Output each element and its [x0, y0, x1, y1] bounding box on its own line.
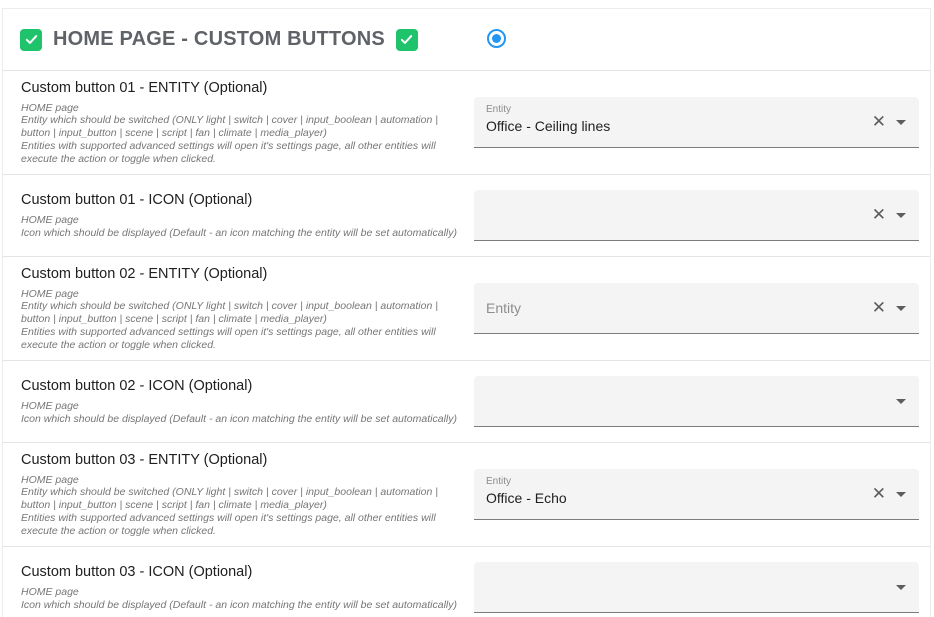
field-value: Office - Echo	[486, 490, 567, 506]
entity-dropdown-field[interactable]	[474, 190, 919, 241]
description-line: HOME page	[21, 399, 79, 412]
description-line: HOME page	[21, 213, 79, 226]
entity-dropdown-field[interactable]	[474, 283, 919, 334]
description-line: Entity which should be switched (ONLY light | switch | cover | input_boolean | automation | button | input_button | scene | script | fan | climate | media_player)	[21, 486, 438, 512]
option-description	[21, 586, 458, 612]
description-line: Icon which should be displayed (Default - an icon matching the entity will be set automatically)	[21, 412, 457, 425]
option-row	[3, 174, 930, 256]
option-description	[21, 288, 458, 352]
description-line: Entity which should be switched (ONLY light | switch | cover | input_boolean | automation | button | input_button | scene | script | fan | climate | media_player)	[21, 300, 438, 326]
clear-icon[interactable]: ✕	[871, 112, 886, 131]
entity-dropdown-field[interactable]	[474, 469, 919, 520]
chevron-down-icon[interactable]	[896, 492, 906, 497]
description-line: HOME page	[21, 473, 79, 486]
description-line: HOME page	[21, 585, 79, 598]
checkmark-icon	[24, 32, 39, 47]
field-placeholder: Entity	[486, 300, 522, 316]
option-row	[3, 442, 930, 546]
selected-radio-button[interactable]	[487, 29, 506, 48]
entity-dropdown-field[interactable]	[474, 562, 919, 613]
field-floating-label: Entity	[486, 104, 512, 115]
option-title: Custom button 02 - ENTITY (Optional)	[21, 265, 268, 282]
option-text-block	[21, 266, 474, 352]
option-row	[3, 70, 930, 174]
description-line: HOME page	[21, 287, 79, 300]
clear-icon[interactable]: ✕	[871, 205, 886, 224]
option-title: Custom button 03 - ENTITY (Optional)	[21, 451, 268, 468]
description-line: Entity which should be switched (ONLY light | switch | cover | input_boolean | automation | button | input_button | scene | script | fan | climate | media_player)	[21, 114, 438, 140]
page-header	[3, 9, 930, 70]
enabled-checkbox-right[interactable]	[396, 29, 418, 51]
chevron-down-icon[interactable]	[896, 399, 906, 404]
description-line: HOME page	[21, 101, 79, 114]
option-title: Custom button 03 - ICON (Optional)	[21, 563, 253, 580]
radio-dot	[492, 34, 501, 43]
option-title: Custom button 01 - ENTITY (Optional)	[21, 79, 268, 96]
page-title: HOME PAGE - CUSTOM BUTTONS	[53, 28, 385, 50]
option-title: Custom button 02 - ICON (Optional)	[21, 377, 253, 394]
description-line: Entities with supported advanced settings will open it's settings page, all other entities will execute the action or toggle when clicked.	[21, 511, 436, 537]
chevron-down-icon[interactable]	[896, 213, 906, 218]
option-row	[3, 360, 930, 442]
config-panel	[2, 8, 931, 617]
checkmark-icon	[399, 32, 414, 47]
option-title: Custom button 01 - ICON (Optional)	[21, 191, 253, 208]
field-value: Office - Ceiling lines	[486, 118, 611, 134]
option-description	[21, 102, 458, 166]
enabled-checkbox-left[interactable]	[20, 29, 42, 51]
clear-icon[interactable]: ✕	[871, 484, 886, 503]
chevron-down-icon[interactable]	[896, 120, 906, 125]
option-text-block	[21, 80, 474, 166]
option-description	[21, 214, 458, 240]
chevron-down-icon[interactable]	[896, 585, 906, 590]
option-text-block	[21, 452, 474, 538]
option-text-block	[21, 378, 474, 426]
option-row	[3, 546, 930, 617]
chevron-down-icon[interactable]	[896, 306, 906, 311]
clear-icon[interactable]: ✕	[871, 298, 886, 317]
description-line: Icon which should be displayed (Default - an icon matching the entity will be set automatically)	[21, 226, 457, 239]
option-description	[21, 400, 458, 426]
option-description	[21, 474, 458, 538]
sections-list	[3, 70, 930, 617]
option-row	[3, 256, 930, 360]
entity-dropdown-field[interactable]	[474, 97, 919, 148]
field-floating-label: Entity	[486, 476, 512, 487]
description-line: Entities with supported advanced settings will open it's settings page, all other entities will execute the action or toggle when clicked.	[21, 139, 436, 165]
description-line: Icon which should be displayed (Default - an icon matching the entity will be set automatically)	[21, 598, 457, 611]
option-text-block	[21, 564, 474, 612]
option-text-block	[21, 192, 474, 240]
entity-dropdown-field[interactable]	[474, 376, 919, 427]
description-line: Entities with supported advanced settings will open it's settings page, all other entities will execute the action or toggle when clicked.	[21, 325, 436, 351]
